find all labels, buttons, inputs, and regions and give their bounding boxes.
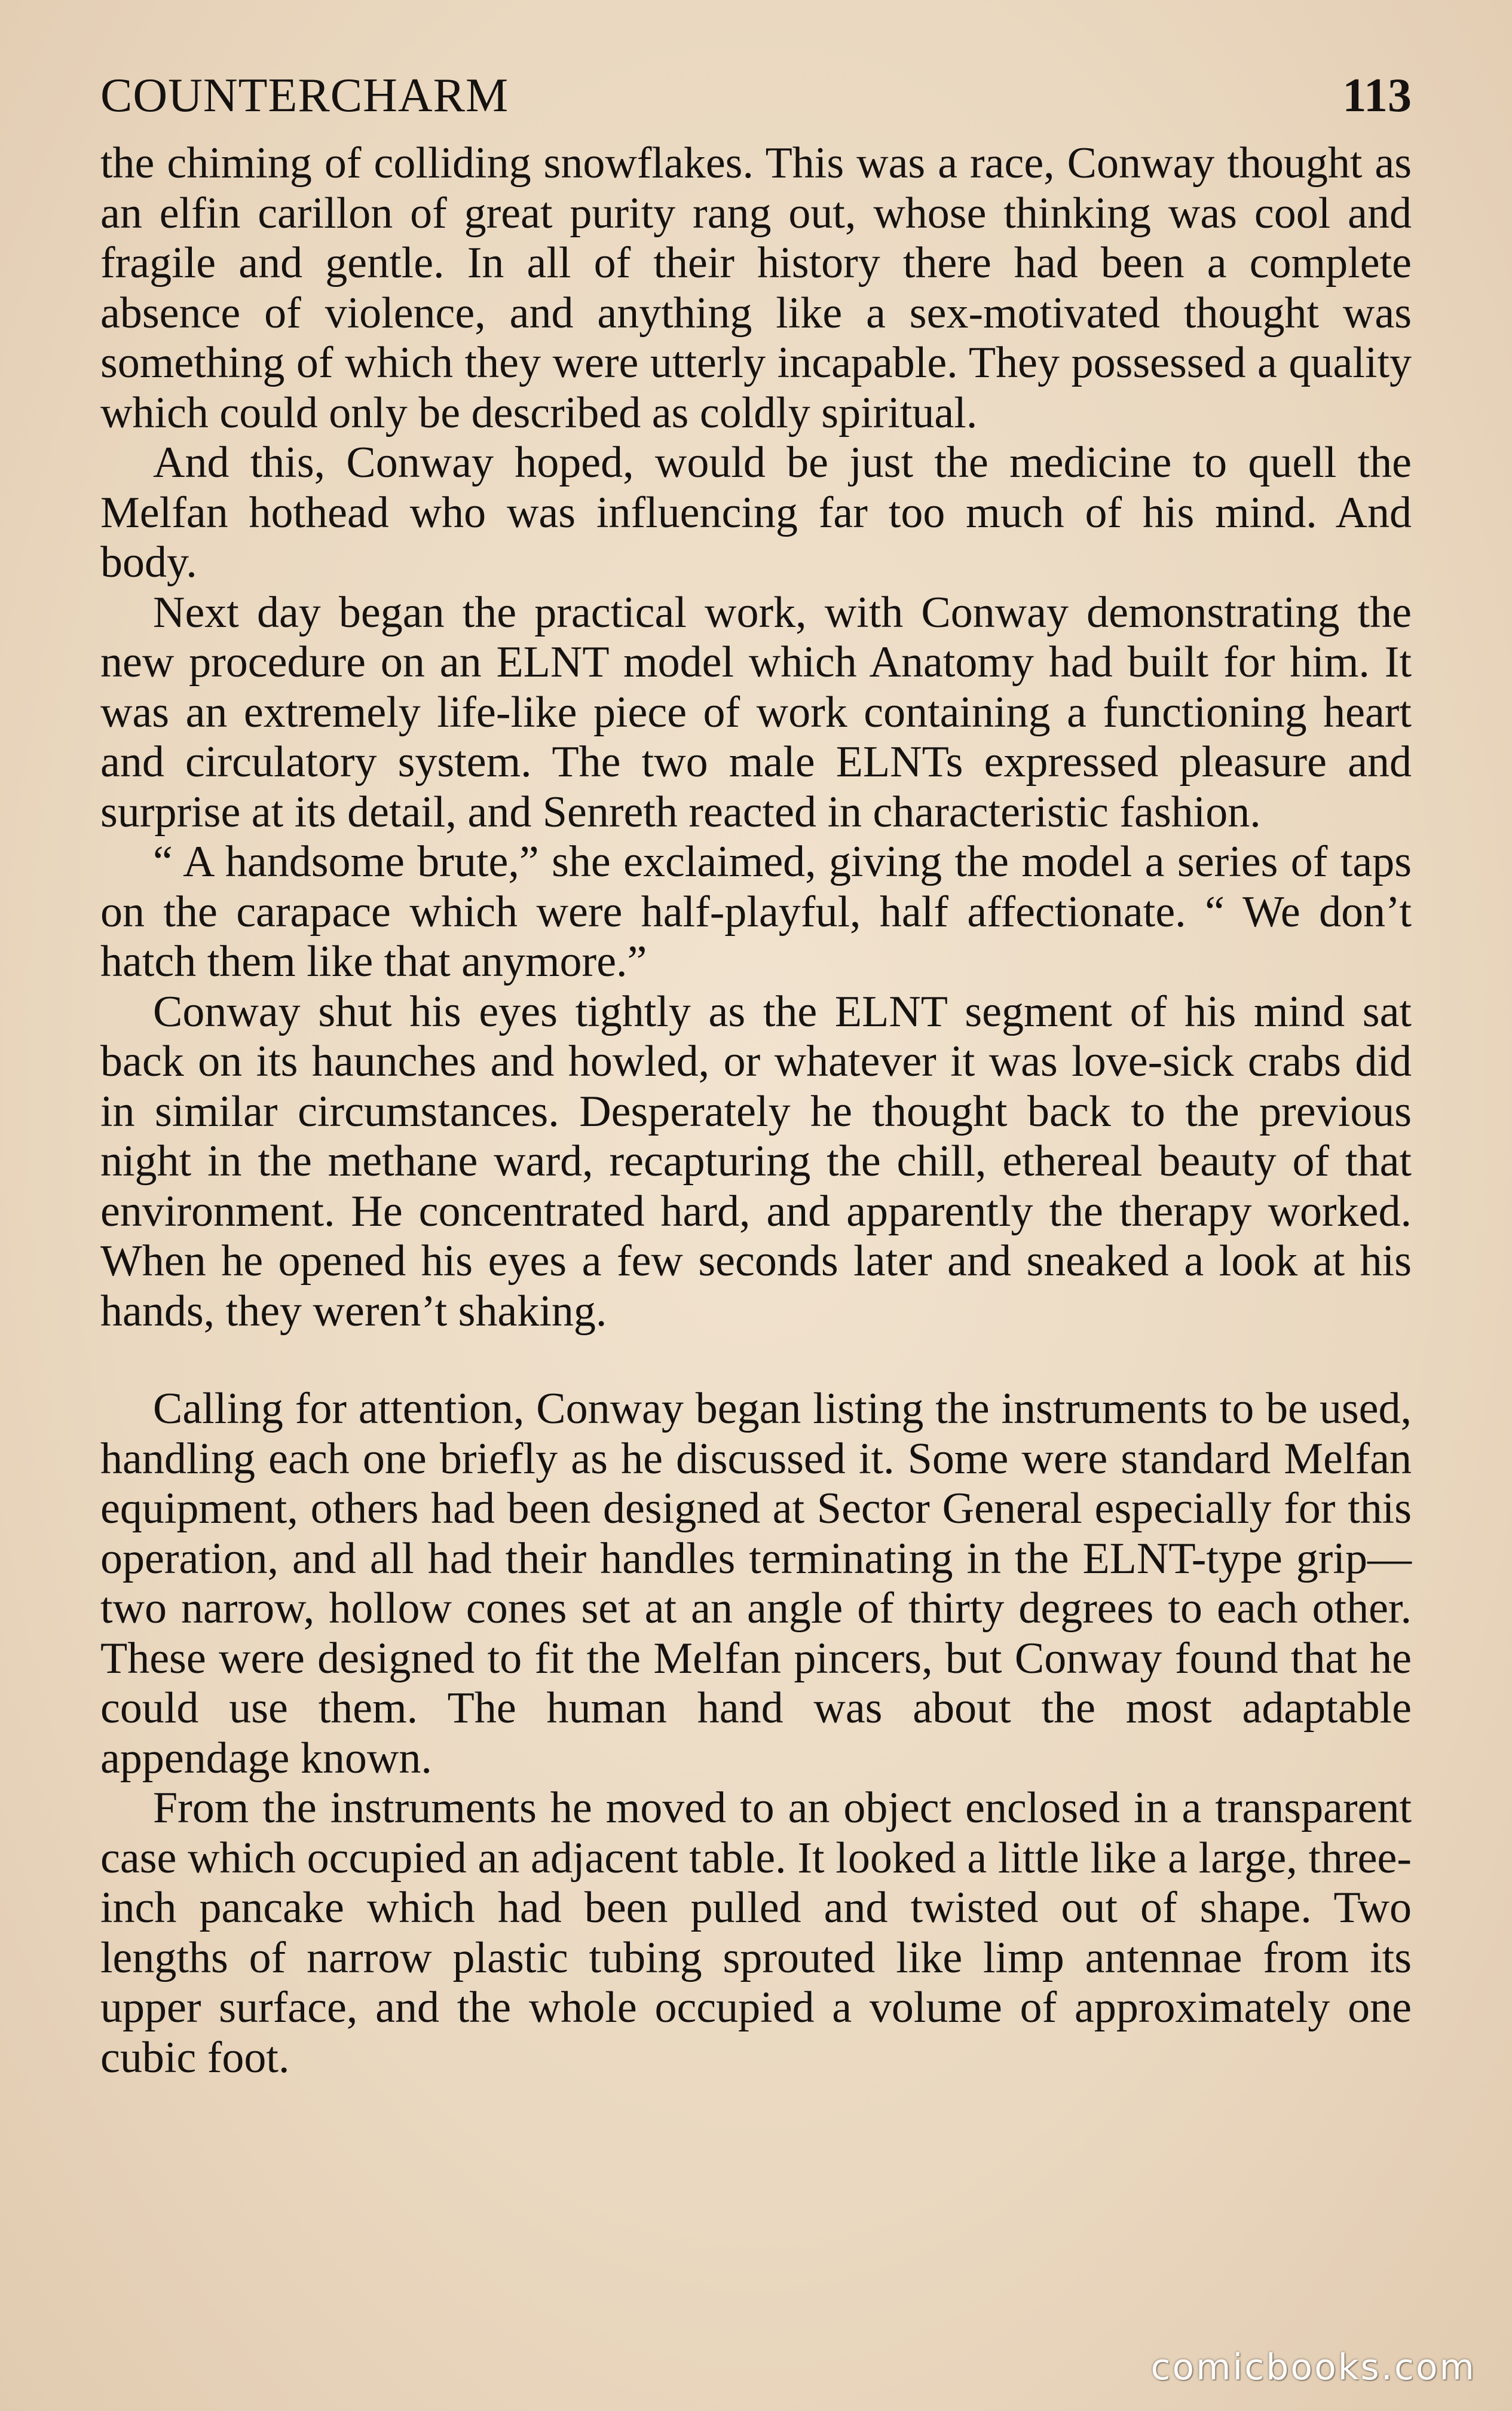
paragraph: From the instruments he moved to an object enclosed in a transparent case which occupied an adjacent table. It looked a little like a large, three-inch pancake which had been pulled and twisted out of shape. Two lengths of narrow plastic tubing sprouted like limp antennae from its upper surface, and the whole occupied a volume of approximately one cubic foot.: [100, 1783, 1412, 2082]
paragraph: Calling for attention, Conway began listing the instruments to be used, handling each one briefly as he discussed it. Some were standard Melfan equipment, others had been designed at Sector General especially for this operation, and all had their handles terminating in the ELNT-type grip—two narrow, hollow cones set at an angle of thirty degrees to each other. These were designed to fit the Melfan pincers, but Conway found that he could use them. The human hand was about the most adaptable appendage known.: [100, 1384, 1412, 1783]
paragraph: Next day began the practical work, with Conway demonstrating the new procedure on an ELNT model which Anatomy had built for him. It was an extremely life-like piece of work containing a functioning heart and circulatory system. The two male ELNTs expressed pleasure and surprise at its detail, and Senreth reacted in characteristic fashion.: [100, 588, 1412, 837]
page-content: [100, 60, 1412, 2083]
page-header: [100, 60, 1412, 131]
page-number: 113: [1342, 69, 1412, 122]
running-title: COUNTERCHARM: [100, 69, 509, 122]
paragraph: Conway shut his eyes tightly as the ELNT segment of his mind sat back on its haunches and howled, or whatever it was love-sick crabs did in similar circumstances. Desperately he thought back to the previous night in the methane ward, recapturing the chill, ethereal beauty of that environment. He concentrated hard, and apparently the therapy worked. When he opened his eyes a few seconds later and sneaked a look at his hands, they weren’t shaking.: [100, 987, 1412, 1336]
section-break: [100, 1336, 1412, 1384]
watermark: comicbooks.com: [1150, 2346, 1476, 2388]
paragraph-continued: the chiming of colliding snowflakes. This was a race, Conway thought as an elfin carillon of great purity rang out, whose thinking was cool and fragile and gentle. In all of their history there had been a complete absence of violence, and anything like a sex-motivated thought was something of which they were utterly incapable. They possessed a quality which could only be described as coldly spiritual.: [100, 139, 1412, 437]
paragraph-dialogue: “ A handsome brute,” she exclaimed, giving the model a series of taps on the carapace which were half-playful, half affectionate. “ We don’t hatch them like that anymore.”: [100, 837, 1412, 986]
paragraph: And this, Conway hoped, would be just the medicine to quell the Melfan hothead who was influencing far too much of his mind. And body.: [100, 438, 1412, 587]
